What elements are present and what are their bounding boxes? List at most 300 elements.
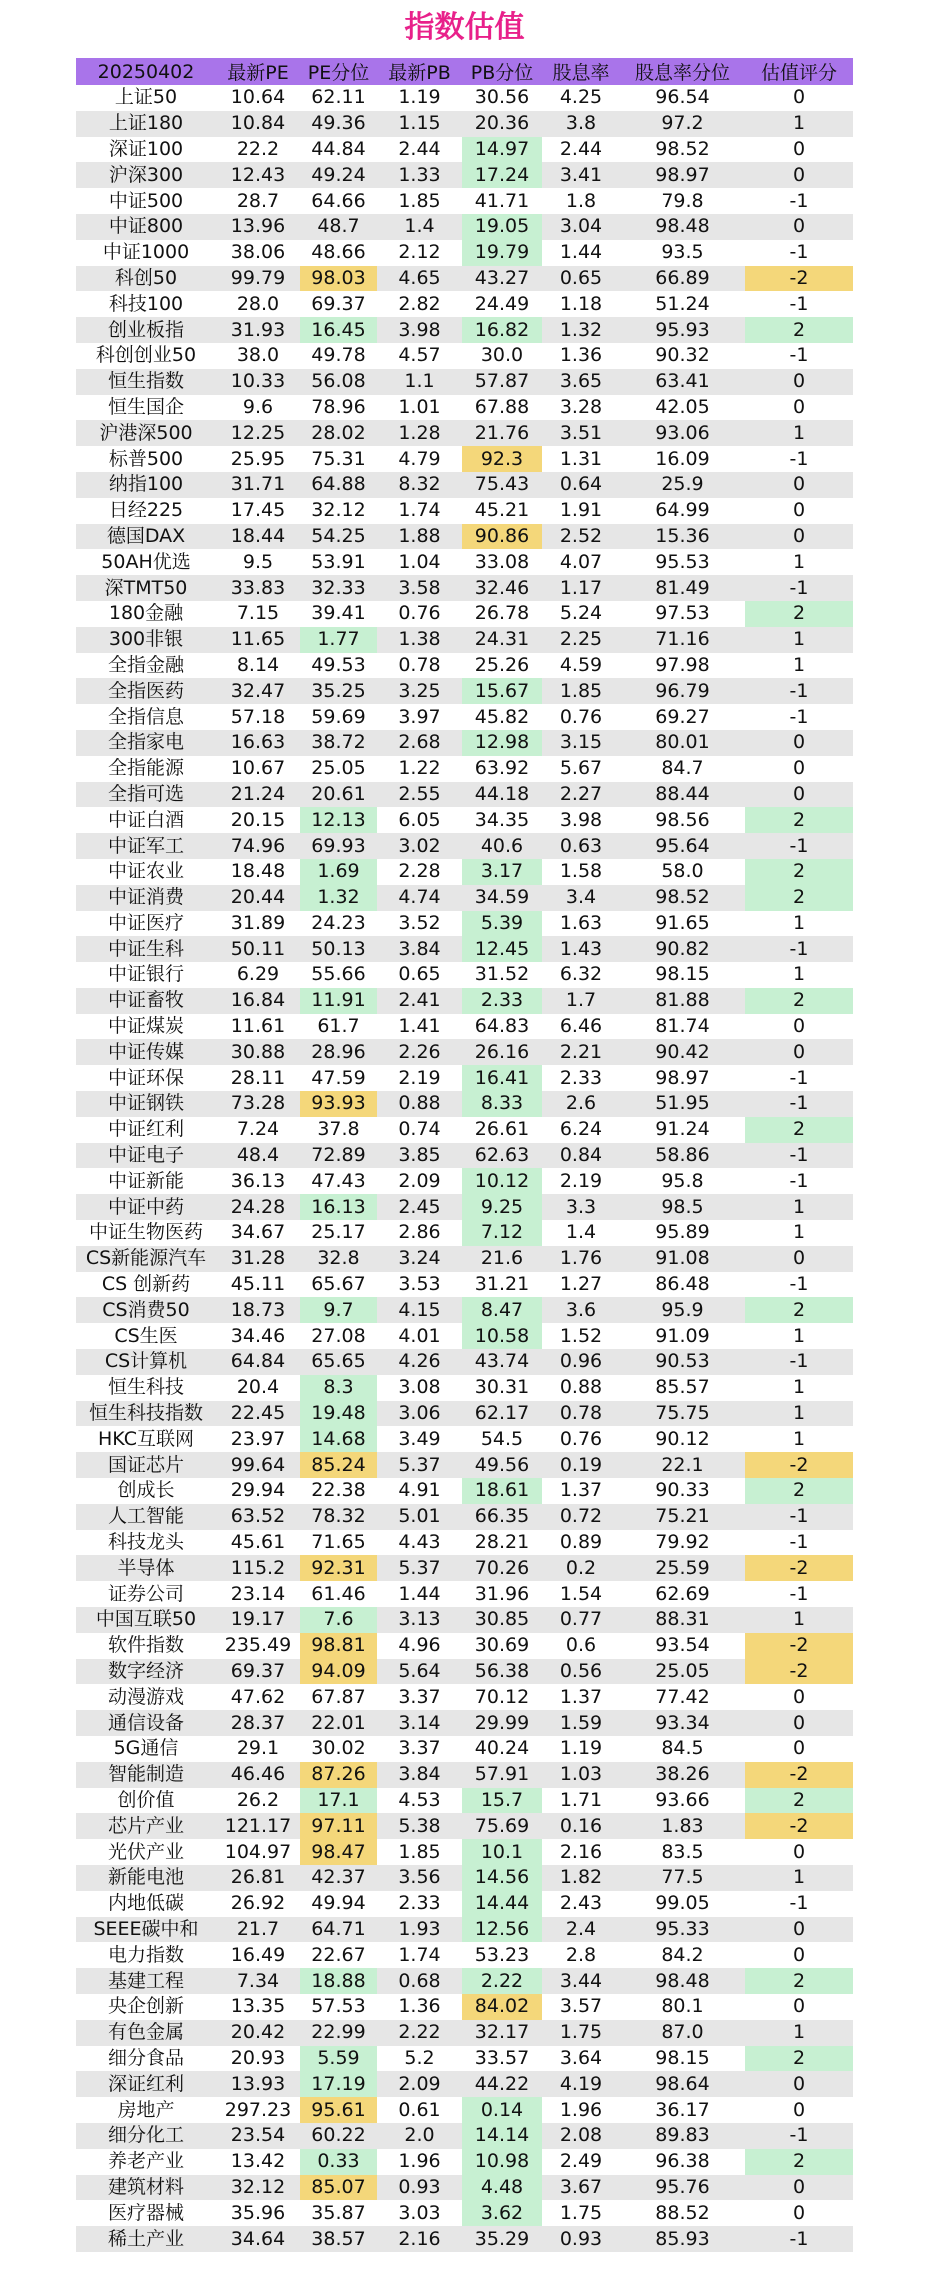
cell-pe: 18.44: [216, 524, 300, 550]
table-row: [76, 1349, 853, 1375]
cell-index-name: 德国DAX: [76, 524, 216, 550]
cell-pb: 3.24: [377, 1246, 462, 1272]
cell-pe: 10.33: [216, 369, 300, 395]
cell-dividend-percentile: 25.59: [620, 1555, 745, 1581]
cell-pe: 16.84: [216, 988, 300, 1014]
cell-pb-percentile: 15.7: [462, 1788, 542, 1814]
cell-pb-percentile: 9.25: [462, 1194, 542, 1220]
cell-index-name: 中证医疗: [76, 911, 216, 937]
cell-dividend-yield: 1.27: [542, 1272, 620, 1298]
cell-dividend-percentile: 62.69: [620, 1581, 745, 1607]
cell-pb-percentile: 14.56: [462, 1865, 542, 1891]
cell-pb-percentile: 31.52: [462, 962, 542, 988]
cell-pe: 12.25: [216, 420, 300, 446]
cell-pb-percentile: 10.1: [462, 1839, 542, 1865]
cell-dividend-yield: 2.44: [542, 137, 620, 163]
cell-score: -1: [745, 1272, 853, 1298]
cell-pb-percentile: 12.45: [462, 936, 542, 962]
cell-pb-percentile: 16.82: [462, 317, 542, 343]
cell-dividend-yield: 3.44: [542, 1968, 620, 1994]
cell-dividend-yield: 1.52: [542, 1323, 620, 1349]
table-row: [76, 1942, 853, 1968]
cell-pb-percentile: 43.27: [462, 266, 542, 292]
cell-score: 0: [745, 730, 853, 756]
cell-score: 1: [745, 1194, 853, 1220]
cell-dividend-yield: 0.6: [542, 1633, 620, 1659]
cell-dividend-yield: 2.21: [542, 1039, 620, 1065]
cell-dividend-yield: 2.6: [542, 1091, 620, 1117]
cell-score: 1: [745, 2020, 853, 2046]
cell-pb-percentile: 21.76: [462, 420, 542, 446]
cell-dividend-percentile: 38.26: [620, 1762, 745, 1788]
cell-pb-percentile: 45.21: [462, 498, 542, 524]
cell-dividend-yield: 2.49: [542, 2149, 620, 2175]
cell-pe: 235.49: [216, 1633, 300, 1659]
cell-pb-percentile: 25.26: [462, 653, 542, 679]
cell-pb-percentile: 30.56: [462, 85, 542, 111]
cell-score: -1: [745, 1065, 853, 1091]
cell-dividend-percentile: 97.2: [620, 111, 745, 137]
cell-pb: 3.37: [377, 1736, 462, 1762]
cell-pe: 18.48: [216, 859, 300, 885]
cell-dividend-percentile: 89.83: [620, 2123, 745, 2149]
cell-index-name: 深证100: [76, 137, 216, 163]
cell-dividend-percentile: 22.1: [620, 1452, 745, 1478]
cell-index-name: 建筑材料: [76, 2175, 216, 2201]
cell-pe: 9.5: [216, 549, 300, 575]
cell-score: -1: [745, 936, 853, 962]
cell-pb: 0.93: [377, 2175, 462, 2201]
cell-pb-percentile: 8.33: [462, 1091, 542, 1117]
cell-index-name: 5G通信: [76, 1736, 216, 1762]
cell-pb: 1.88: [377, 524, 462, 550]
cell-score: 2: [745, 988, 853, 1014]
cell-pb-percentile: 5.39: [462, 911, 542, 937]
cell-dividend-percentile: 15.36: [620, 524, 745, 550]
cell-pe: 121.17: [216, 1813, 300, 1839]
table-row: [76, 1168, 853, 1194]
cell-dividend-yield: 5.67: [542, 756, 620, 782]
table-row: [76, 1039, 853, 1065]
cell-score: 1: [745, 1607, 853, 1633]
cell-dividend-percentile: 84.2: [620, 1942, 745, 1968]
cell-pe: 23.97: [216, 1426, 300, 1452]
cell-index-name: 中证1000: [76, 240, 216, 266]
cell-index-name: 全指家电: [76, 730, 216, 756]
cell-dividend-percentile: 90.42: [620, 1039, 745, 1065]
cell-dividend-percentile: 98.52: [620, 885, 745, 911]
cell-pe-percentile: 14.68: [300, 1426, 377, 1452]
cell-index-name: CS消费50: [76, 1297, 216, 1323]
cell-dividend-percentile: 98.64: [620, 2071, 745, 2097]
cell-dividend-percentile: 69.27: [620, 704, 745, 730]
cell-dividend-yield: 0.65: [542, 266, 620, 292]
cell-pb: 1.85: [377, 1839, 462, 1865]
cell-pb-percentile: 57.91: [462, 1762, 542, 1788]
cell-index-name: 数字经济: [76, 1659, 216, 1685]
cell-pe: 13.35: [216, 1994, 300, 2020]
cell-pb: 1.04: [377, 549, 462, 575]
cell-pb: 0.68: [377, 1968, 462, 1994]
cell-pb: 3.98: [377, 317, 462, 343]
cell-score: 2: [745, 1297, 853, 1323]
cell-pb-percentile: 21.6: [462, 1246, 542, 1272]
cell-dividend-percentile: 93.34: [620, 1710, 745, 1736]
cell-score: 1: [745, 627, 853, 653]
cell-dividend-percentile: 51.95: [620, 1091, 745, 1117]
cell-dividend-percentile: 75.75: [620, 1401, 745, 1427]
cell-dividend-percentile: 95.33: [620, 1917, 745, 1943]
cell-score: 0: [745, 369, 853, 395]
cell-pe: 38.0: [216, 343, 300, 369]
cell-pb-percentile: 12.56: [462, 1917, 542, 1943]
cell-pb: 4.65: [377, 266, 462, 292]
cell-pe-percentile: 32.12: [300, 498, 377, 524]
cell-pe: 22.2: [216, 137, 300, 163]
cell-dividend-yield: 1.32: [542, 317, 620, 343]
cell-pe-percentile: 85.07: [300, 2175, 377, 2201]
cell-pb: 2.19: [377, 1065, 462, 1091]
cell-dividend-yield: 1.71: [542, 1788, 620, 1814]
cell-pe-percentile: 22.67: [300, 1942, 377, 1968]
cell-pe-percentile: 69.37: [300, 291, 377, 317]
cell-dividend-yield: 3.41: [542, 162, 620, 188]
cell-pb-percentile: 24.31: [462, 627, 542, 653]
cell-pe-percentile: 27.08: [300, 1323, 377, 1349]
cell-pb-percentile: 14.14: [462, 2123, 542, 2149]
cell-pe-percentile: 1.69: [300, 859, 377, 885]
table-row: [76, 1865, 853, 1891]
cell-dividend-yield: 2.27: [542, 782, 620, 808]
cell-dividend-yield: 3.04: [542, 214, 620, 240]
header-dividend-percentile: 股息率分位: [620, 58, 745, 85]
cell-dividend-percentile: 79.8: [620, 188, 745, 214]
cell-dividend-percentile: 95.93: [620, 317, 745, 343]
table-row: [76, 111, 853, 137]
cell-pb: 4.43: [377, 1530, 462, 1556]
table-row: [76, 137, 853, 163]
cell-pe-percentile: 75.31: [300, 446, 377, 472]
table-row: [76, 2149, 853, 2175]
cell-dividend-percentile: 98.15: [620, 2046, 745, 2072]
cell-pb: 6.05: [377, 807, 462, 833]
cell-dividend-percentile: 95.8: [620, 1168, 745, 1194]
cell-score: -1: [745, 704, 853, 730]
cell-pe: 10.64: [216, 85, 300, 111]
cell-dividend-percentile: 42.05: [620, 395, 745, 421]
cell-dividend-percentile: 88.31: [620, 1607, 745, 1633]
cell-score: 2: [745, 601, 853, 627]
table-row: [76, 1581, 853, 1607]
cell-pb-percentile: 29.99: [462, 1710, 542, 1736]
table-row: [76, 1452, 853, 1478]
cell-pb: 2.33: [377, 1891, 462, 1917]
cell-pb: 0.74: [377, 1117, 462, 1143]
cell-score: -1: [745, 291, 853, 317]
cell-pe-percentile: 38.57: [300, 2226, 377, 2252]
cell-pb: 3.37: [377, 1684, 462, 1710]
cell-pe-percentile: 67.87: [300, 1684, 377, 1710]
cell-dividend-percentile: 81.88: [620, 988, 745, 1014]
cell-pe: 33.83: [216, 575, 300, 601]
cell-pe: 32.47: [216, 678, 300, 704]
cell-pe: 28.11: [216, 1065, 300, 1091]
cell-pb: 2.41: [377, 988, 462, 1014]
cell-dividend-yield: 1.7: [542, 988, 620, 1014]
cell-dividend-percentile: 77.5: [620, 1865, 745, 1891]
cell-dividend-percentile: 85.93: [620, 2226, 745, 2252]
cell-index-name: 细分化工: [76, 2123, 216, 2149]
cell-index-name: 标普500: [76, 446, 216, 472]
cell-pe: 7.34: [216, 1968, 300, 1994]
table-row: [76, 1684, 853, 1710]
cell-index-name: 全指能源: [76, 756, 216, 782]
cell-dividend-yield: 2.52: [542, 524, 620, 550]
cell-pe-percentile: 8.3: [300, 1375, 377, 1401]
cell-dividend-percentile: 98.97: [620, 1065, 745, 1091]
table-row: [76, 807, 853, 833]
table-row: [76, 2226, 853, 2252]
cell-dividend-percentile: 97.53: [620, 601, 745, 627]
cell-dividend-yield: 1.85: [542, 678, 620, 704]
table-row: [76, 782, 853, 808]
cell-pb-percentile: 31.21: [462, 1272, 542, 1298]
table-row: [76, 730, 853, 756]
cell-dividend-percentile: 85.57: [620, 1375, 745, 1401]
cell-pe: 115.2: [216, 1555, 300, 1581]
cell-pb: 1.74: [377, 498, 462, 524]
cell-pe: 64.84: [216, 1349, 300, 1375]
cell-pe-percentile: 49.78: [300, 343, 377, 369]
table-row: [76, 704, 853, 730]
cell-dividend-yield: 4.25: [542, 85, 620, 111]
table-row: [76, 1014, 853, 1040]
cell-pe: 35.96: [216, 2200, 300, 2226]
cell-pe-percentile: 95.61: [300, 2097, 377, 2123]
cell-pb-percentile: 33.08: [462, 549, 542, 575]
cell-score: 0: [745, 524, 853, 550]
cell-index-name: 细分食品: [76, 2046, 216, 2072]
cell-pb: 1.74: [377, 1942, 462, 1968]
table-row: [76, 2123, 853, 2149]
cell-score: 0: [745, 498, 853, 524]
cell-pb-percentile: 63.92: [462, 756, 542, 782]
cell-dividend-percentile: 98.48: [620, 1968, 745, 1994]
cell-pb-percentile: 24.49: [462, 291, 542, 317]
cell-pb-percentile: 19.05: [462, 214, 542, 240]
table-row: [76, 266, 853, 292]
cell-index-name: 半导体: [76, 1555, 216, 1581]
cell-score: -1: [745, 2123, 853, 2149]
cell-pb: 4.01: [377, 1323, 462, 1349]
cell-pb-percentile: 30.0: [462, 343, 542, 369]
table-row: [76, 1478, 853, 1504]
cell-score: 1: [745, 911, 853, 937]
cell-pb: 3.58: [377, 575, 462, 601]
cell-dividend-yield: 1.91: [542, 498, 620, 524]
cell-pe-percentile: 32.33: [300, 575, 377, 601]
cell-pb-percentile: 16.41: [462, 1065, 542, 1091]
cell-pe-percentile: 22.99: [300, 2020, 377, 2046]
cell-pe-percentile: 97.11: [300, 1813, 377, 1839]
cell-dividend-percentile: 95.53: [620, 549, 745, 575]
cell-dividend-percentile: 84.7: [620, 756, 745, 782]
cell-score: -2: [745, 1762, 853, 1788]
cell-pb-percentile: 14.44: [462, 1891, 542, 1917]
table-row: [76, 1839, 853, 1865]
cell-pb: 3.85: [377, 1143, 462, 1169]
cell-score: 2: [745, 1117, 853, 1143]
cell-pb-percentile: 44.22: [462, 2071, 542, 2097]
cell-score: 1: [745, 111, 853, 137]
cell-dividend-percentile: 80.1: [620, 1994, 745, 2020]
cell-pb: 1.36: [377, 1994, 462, 2020]
cell-pe: 23.14: [216, 1581, 300, 1607]
cell-pb: 2.28: [377, 859, 462, 885]
cell-pb: 2.82: [377, 291, 462, 317]
cell-pb: 3.84: [377, 1762, 462, 1788]
cell-dividend-percentile: 81.74: [620, 1014, 745, 1040]
cell-dividend-percentile: 84.5: [620, 1736, 745, 1762]
cell-dividend-percentile: 91.24: [620, 1117, 745, 1143]
table-row: [76, 756, 853, 782]
cell-dividend-percentile: 91.65: [620, 911, 745, 937]
cell-dividend-percentile: 93.54: [620, 1633, 745, 1659]
cell-dividend-percentile: 86.48: [620, 1272, 745, 1298]
cell-index-name: 央企创新: [76, 1994, 216, 2020]
cell-pe: 34.46: [216, 1323, 300, 1349]
cell-index-name: 科技100: [76, 291, 216, 317]
cell-dividend-percentile: 58.86: [620, 1143, 745, 1169]
cell-index-name: 创业板指: [76, 317, 216, 343]
cell-pb-percentile: 67.88: [462, 395, 542, 421]
cell-index-name: 全指医药: [76, 678, 216, 704]
cell-index-name: 180金融: [76, 601, 216, 627]
cell-pe-percentile: 38.72: [300, 730, 377, 756]
cell-pe-percentile: 56.08: [300, 369, 377, 395]
table-row: [76, 936, 853, 962]
cell-pb: 3.13: [377, 1607, 462, 1633]
cell-pe: 73.28: [216, 1091, 300, 1117]
table-row: [76, 446, 853, 472]
cell-pb: 1.96: [377, 2149, 462, 2175]
cell-pe: 13.42: [216, 2149, 300, 2175]
cell-dividend-percentile: 98.56: [620, 807, 745, 833]
cell-pb-percentile: 2.22: [462, 1968, 542, 1994]
cell-dividend-yield: 3.64: [542, 2046, 620, 2072]
table-row: [76, 1297, 853, 1323]
cell-pb-percentile: 49.56: [462, 1452, 542, 1478]
cell-pb: 4.74: [377, 885, 462, 911]
cell-score: 0: [745, 1014, 853, 1040]
cell-dividend-yield: 1.44: [542, 240, 620, 266]
cell-pb-percentile: 30.69: [462, 1633, 542, 1659]
table-row: [76, 420, 853, 446]
cell-dividend-yield: 1.59: [542, 1710, 620, 1736]
cell-pb: 2.26: [377, 1039, 462, 1065]
cell-dividend-percentile: 98.15: [620, 962, 745, 988]
cell-dividend-percentile: 36.17: [620, 2097, 745, 2123]
cell-pb-percentile: 62.17: [462, 1401, 542, 1427]
cell-dividend-yield: 3.57: [542, 1994, 620, 2020]
cell-pe: 34.67: [216, 1220, 300, 1246]
table-row: [76, 678, 853, 704]
cell-dividend-yield: 2.19: [542, 1168, 620, 1194]
cell-dividend-yield: 1.4: [542, 1220, 620, 1246]
cell-pe-percentile: 64.71: [300, 1917, 377, 1943]
cell-dividend-yield: 0.16: [542, 1813, 620, 1839]
cell-dividend-percentile: 25.9: [620, 472, 745, 498]
cell-score: 0: [745, 1684, 853, 1710]
cell-index-name: 中证800: [76, 214, 216, 240]
cell-pb: 0.61: [377, 2097, 462, 2123]
cell-score: 0: [745, 214, 853, 240]
cell-pe-percentile: 87.26: [300, 1762, 377, 1788]
cell-pb: 5.37: [377, 1452, 462, 1478]
cell-dividend-percentile: 99.05: [620, 1891, 745, 1917]
cell-pb: 1.41: [377, 1014, 462, 1040]
cell-index-name: 芯片产业: [76, 1813, 216, 1839]
cell-index-name: 证券公司: [76, 1581, 216, 1607]
cell-pb: 4.91: [377, 1478, 462, 1504]
table-row: [76, 2175, 853, 2201]
table-row: [76, 1246, 853, 1272]
cell-pb-percentile: 33.57: [462, 2046, 542, 2072]
cell-pb-percentile: 64.83: [462, 1014, 542, 1040]
cell-pb-percentile: 90.86: [462, 524, 542, 550]
cell-pb: 4.57: [377, 343, 462, 369]
cell-pe: 24.28: [216, 1194, 300, 1220]
table-row: [76, 214, 853, 240]
cell-index-name: 人工智能: [76, 1504, 216, 1530]
cell-pb-percentile: 2.33: [462, 988, 542, 1014]
cell-dividend-yield: 2.4: [542, 1917, 620, 1943]
cell-pb-percentile: 84.02: [462, 1994, 542, 2020]
cell-score: 2: [745, 1788, 853, 1814]
cell-pb: 5.64: [377, 1659, 462, 1685]
cell-dividend-yield: 0.77: [542, 1607, 620, 1633]
cell-pe: 20.4: [216, 1375, 300, 1401]
cell-index-name: 上证50: [76, 85, 216, 111]
table-row: [76, 1426, 853, 1452]
cell-pe: 11.65: [216, 627, 300, 653]
cell-pe: 28.37: [216, 1710, 300, 1736]
cell-pb: 1.44: [377, 1581, 462, 1607]
header-score: 估值评分: [745, 58, 853, 85]
cell-index-name: 沪深300: [76, 162, 216, 188]
cell-pe: 10.67: [216, 756, 300, 782]
cell-pb: 3.56: [377, 1865, 462, 1891]
cell-dividend-yield: 0.84: [542, 1143, 620, 1169]
cell-score: 1: [745, 1401, 853, 1427]
cell-pe-percentile: 17.1: [300, 1788, 377, 1814]
cell-pb: 2.12: [377, 240, 462, 266]
cell-pe: 47.62: [216, 1684, 300, 1710]
cell-index-name: 恒生国企: [76, 395, 216, 421]
table-row: [76, 524, 853, 550]
cell-dividend-percentile: 96.38: [620, 2149, 745, 2175]
cell-index-name: 养老产业: [76, 2149, 216, 2175]
cell-pe: 38.06: [216, 240, 300, 266]
cell-score: 2: [745, 2149, 853, 2175]
table-row: [76, 2097, 853, 2123]
cell-dividend-yield: 1.75: [542, 2020, 620, 2046]
cell-pe: 99.79: [216, 266, 300, 292]
cell-score: 0: [745, 2097, 853, 2123]
table-header-row: [76, 58, 853, 85]
cell-pe-percentile: 49.53: [300, 653, 377, 679]
cell-pe: 45.61: [216, 1530, 300, 1556]
